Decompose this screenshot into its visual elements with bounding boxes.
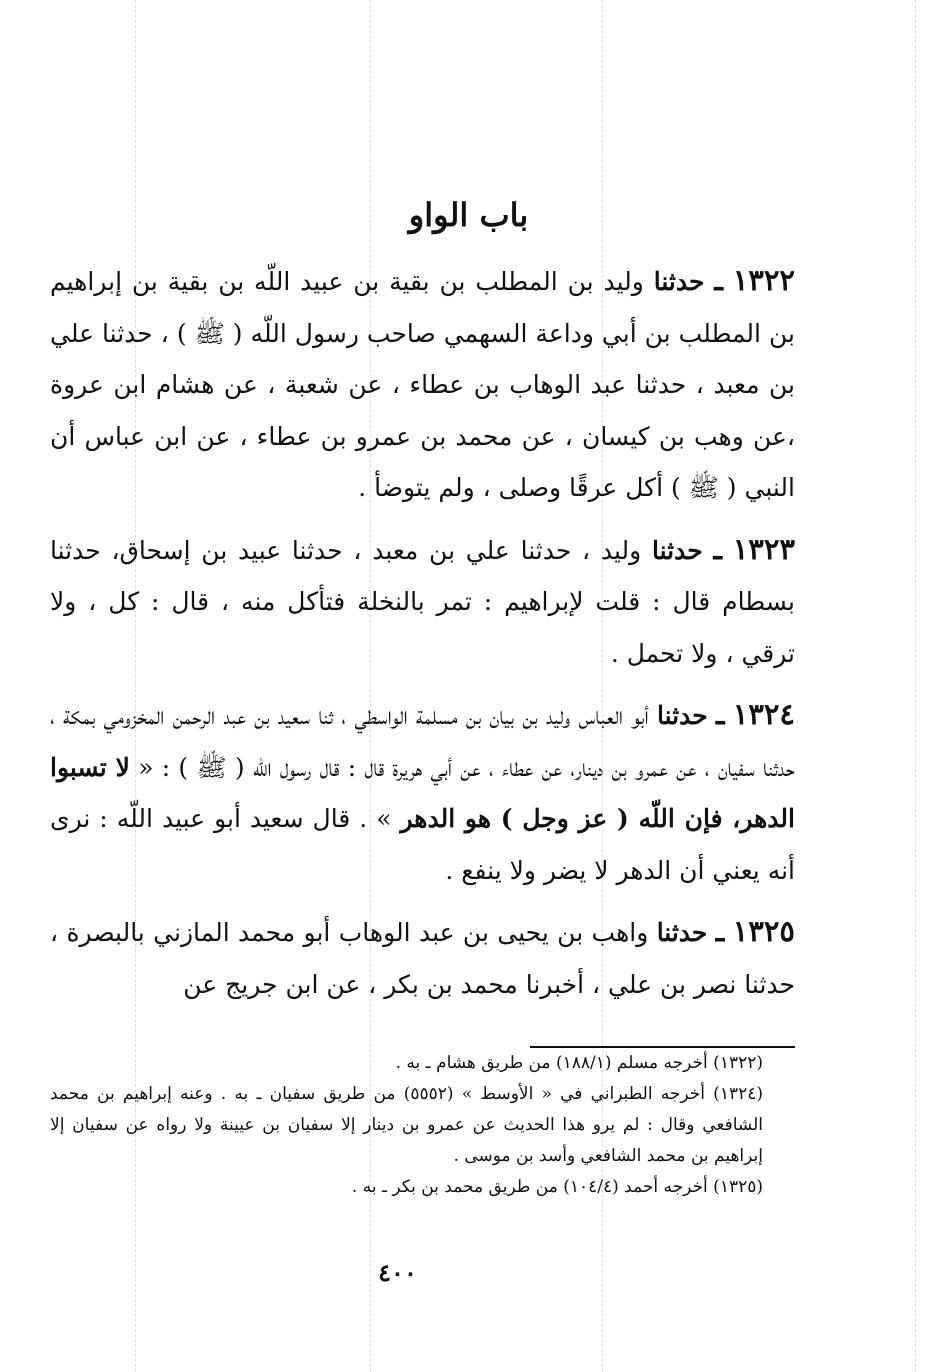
hadith-text: وليد بن المطلب بن بقية بن عبيد اللّه بن بقية بن إبراهيم بن المطلب بن أبي وداعة السهمي صاحب رسول اللّه ( ﷺ ) ، حدثنا علي بن معبد ، حدثنا عبد الوهاب بن عطاء ، عن شعبة ، عن هشام ابن عروة ،عن وهب بن كيسان ، عن محمد بن عمرو بن عطاء ، عن ابن عباس أن النبي ( ﷺ ) أكل عرقًا وصلى ، ولم يتوضأ .	[50, 267, 795, 502]
hadith-1323	[50, 524, 795, 680]
hadith-keyword: حدثنا	[656, 918, 708, 947]
hadith-quote: لا تسبوا الدهر، فإن اللّه ( عز وجل ) هو الدهر	[50, 752, 795, 833]
hadith-keyword: حدثنا	[651, 535, 703, 565]
dash: ـ	[715, 914, 725, 948]
hadith-keyword: حدثنا	[656, 701, 708, 730]
footnote-1324: (١٣٢٤) أخرجه الطبراني في « الأوسط » (٥٥٥٢) من طريق سفيان ـ به . وعنه إبراهيم بن محمد الشافعي وقال : لم يرو هذا الحديث عن عمرو بن دينار إلا سفيان بن عيينة ولا رواه عن سفيان إلا إبراهيم بن محمد الشافعي وأسد بن موسى .	[50, 1084, 763, 1166]
hadith-text: أبو العباس وليد بن بيان بن مسلمة الواسطي ، ثنا سعيد بن عبد الرحمن المخزومي بمكة ، حدثنا سفيان ، عن عمرو بن دينار، عن عطاء ، عن أبي هريرة قال : قال رسول اللّه ( ﷺ ) : «	[50, 701, 795, 782]
chapter-title: باب الواو	[408, 196, 529, 234]
hadith-1325	[50, 906, 795, 1010]
hadith-1324	[50, 689, 795, 896]
footnote-1322: (١٣٢٢) أخرجه مسلم (١٨٨/١) من طريق هشام ـ به .	[395, 1053, 763, 1073]
dash: ـ	[715, 697, 725, 731]
hadith-text-continued: » . قال سعيد أبو عبيد اللّه : نرى أنه يعني أن الدهر لا يضر ولا ينفع .	[50, 804, 795, 885]
hadith-text: واهب بن يحيى بن عبد الوهاب أبو محمد المازني بالبصرة ، حدثنا نصر بن علي ، أخبرنا محمد بن بكر ، عن ابن جريج عن	[50, 918, 795, 999]
hadith-number: ١٣٢٤	[732, 697, 795, 731]
page-number: ٤٠٠	[378, 1258, 417, 1287]
hadith-1322	[50, 255, 795, 514]
hadith-number: ١٣٢٢	[732, 263, 796, 297]
hadith-body	[50, 255, 795, 1020]
footnote-1325: (١٣٢٥) أخرجه أحمد (١٠٤/٤) من طريق محمد بن بكر ـ به .	[351, 1177, 763, 1197]
hadith-number: ١٣٢٣	[732, 531, 796, 566]
hadith-keyword: حدثنا	[653, 267, 705, 296]
hadith-text: وليد ، حدثنا علي بن معبد ، حدثنا عبيد بن إسحاق، حدثنا بسطام قال : قلت لإبراهيم : تمر بالنخلة فتأكل منه ، قال : كل ، ولا ترقي ، ولا تحمل .	[50, 535, 795, 668]
hadith-number: ١٣٢٥	[732, 914, 795, 948]
dash: ـ	[713, 531, 722, 566]
footnotes	[50, 1048, 795, 1203]
dash: ـ	[714, 263, 723, 297]
